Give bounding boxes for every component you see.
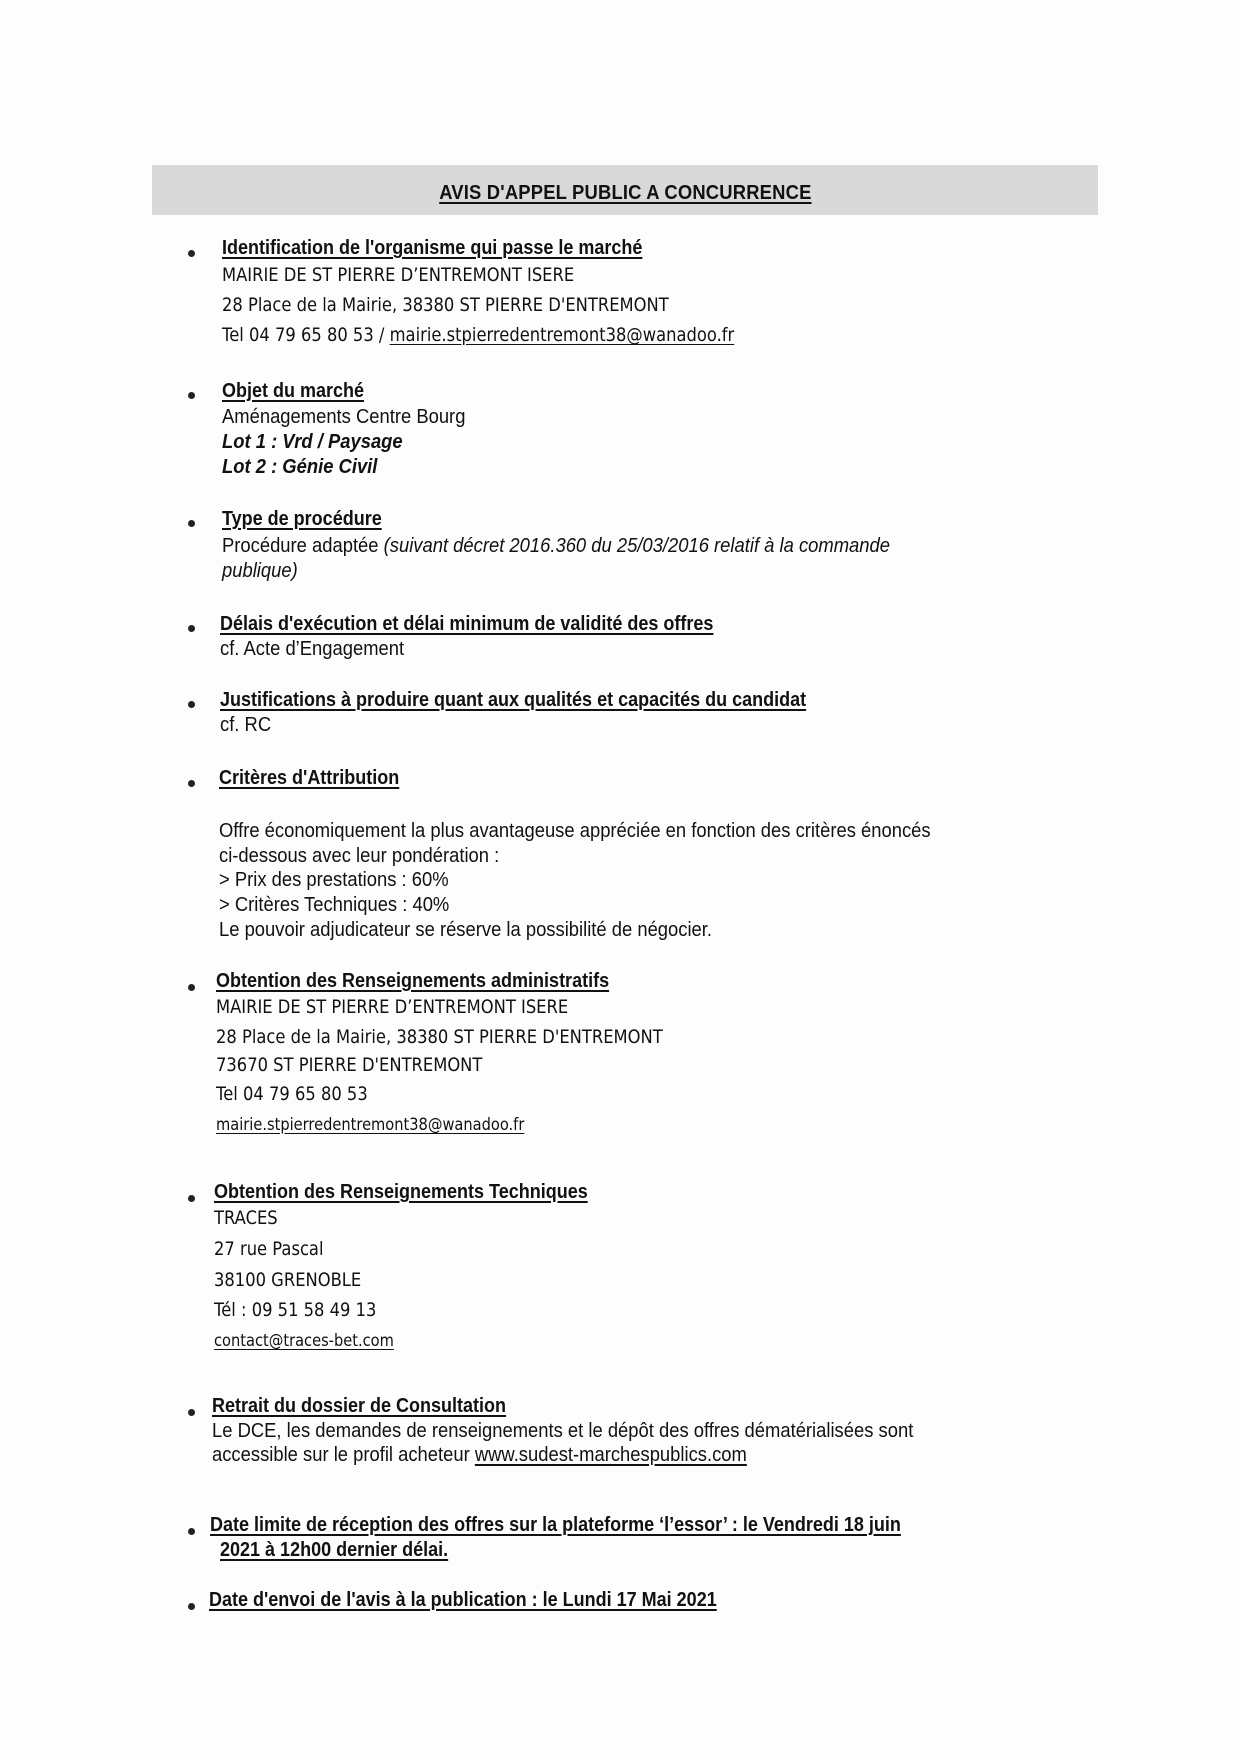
phone: Tel 04 79 65 80 53 (216, 1083, 368, 1105)
criteres-intro-cont: ci-dessous avec leur pondération : (219, 845, 500, 867)
retrait-text: Le DCE, les demandes de renseignements et le dépôt des offres dématérialisées sont (212, 1420, 914, 1442)
section-heading: Obtention des Renseignements administratifs (216, 970, 610, 992)
retrait-prefix: accessible sur le profil acheteur (212, 1444, 475, 1466)
deadline-line-1: Date limite de réception des offres sur la plateforme ‘l’essor’ : le Vendredi 18 juin (210, 1514, 901, 1536)
contact-line (222, 324, 734, 346)
phone: Tél : 09 51 58 49 13 (214, 1299, 377, 1321)
bullet-icon (188, 1603, 195, 1610)
section-heading: Identification de l'organisme qui passe le marché (222, 237, 643, 259)
procedure-text (222, 535, 890, 558)
bullet-icon (188, 1528, 195, 1535)
lot-1: Lot 1 : Vrd / Paysage (222, 431, 403, 453)
section-heading: Retrait du dossier de Consultation (212, 1395, 507, 1417)
org-name: TRACES (214, 1207, 278, 1229)
delais-text: cf. Acte d’Engagement (220, 638, 405, 660)
email-link[interactable]: mairie.stpierredentremont38@wanadoo.fr (389, 324, 735, 346)
buyer-profile-link[interactable]: www.sudest-marchespublics.com (474, 1444, 747, 1466)
bullet-icon (188, 520, 195, 527)
procedure-type: Procédure adaptée (222, 535, 384, 557)
document-title: AVIS D'APPEL PUBLIC A CONCURRENCE (438, 182, 812, 204)
bullet-icon (188, 250, 195, 257)
bullet-icon (188, 701, 195, 708)
section-heading: Critères d'Attribution (219, 767, 400, 789)
org-name: MAIRIE DE ST PIERRE D’ENTREMONT ISERE (222, 264, 575, 286)
deadline-line-2: 2021 à 12h00 dernier délai. (220, 1539, 449, 1561)
city: 73670 ST PIERRE D'ENTREMONT (216, 1054, 483, 1076)
section-heading: Objet du marché (222, 380, 365, 402)
justifications-text: cf. RC (220, 714, 272, 736)
bullet-icon (188, 984, 195, 991)
bullet-icon (188, 625, 195, 632)
section-heading: Délais d'exécution et délai minimum de validité des offres (220, 613, 714, 635)
criterion-price: > Prix des prestations : 60% (219, 869, 449, 891)
procedure-reference-cont: publique) (222, 560, 298, 582)
criteres-note: Le pouvoir adjudicateur se réserve la possibilité de négocier. (219, 919, 713, 941)
publication-date: Date d'envoi de l'avis à la publication : le Lundi 17 Mai 2021 (209, 1589, 717, 1611)
org-name: MAIRIE DE ST PIERRE D’ENTREMONT ISERE (216, 996, 569, 1018)
email-link[interactable]: mairie.stpierredentremont38@wanadoo.fr (216, 1115, 525, 1135)
title-banner (152, 165, 1098, 215)
criteres-intro: Offre économiquement la plus avantageuse appréciée en fonction des critères énoncés (219, 820, 931, 842)
procedure-reference: (suivant décret 2016.360 du 25/03/2016 relatif à la commande (383, 535, 890, 557)
address: 28 Place de la Mairie, 38380 ST PIERRE D'ENTREMONT (216, 1026, 663, 1048)
street: 27 rue Pascal (214, 1238, 324, 1260)
bullet-icon (188, 780, 195, 787)
bullet-icon (188, 392, 195, 399)
section-heading: Obtention des Renseignements Techniques (214, 1181, 588, 1203)
phone: Tel 04 79 65 80 53 / (222, 324, 390, 346)
objet-description: Aménagements Centre Bourg (222, 406, 466, 428)
address: 28 Place de la Mairie, 38380 ST PIERRE D'ENTREMONT (222, 294, 669, 316)
city: 38100 GRENOBLE (214, 1269, 362, 1291)
criterion-technical: > Critères Techniques : 40% (219, 894, 450, 916)
email-link[interactable]: contact@traces-bet.com (214, 1331, 394, 1351)
section-heading: Justifications à produire quant aux qualités et capacités du candidat (220, 689, 807, 711)
bullet-icon (188, 1195, 195, 1202)
retrait-text-cont (212, 1444, 747, 1467)
lot-2: Lot 2 : Génie Civil (222, 456, 378, 478)
section-heading: Type de procédure (222, 508, 382, 530)
bullet-icon (188, 1409, 195, 1416)
